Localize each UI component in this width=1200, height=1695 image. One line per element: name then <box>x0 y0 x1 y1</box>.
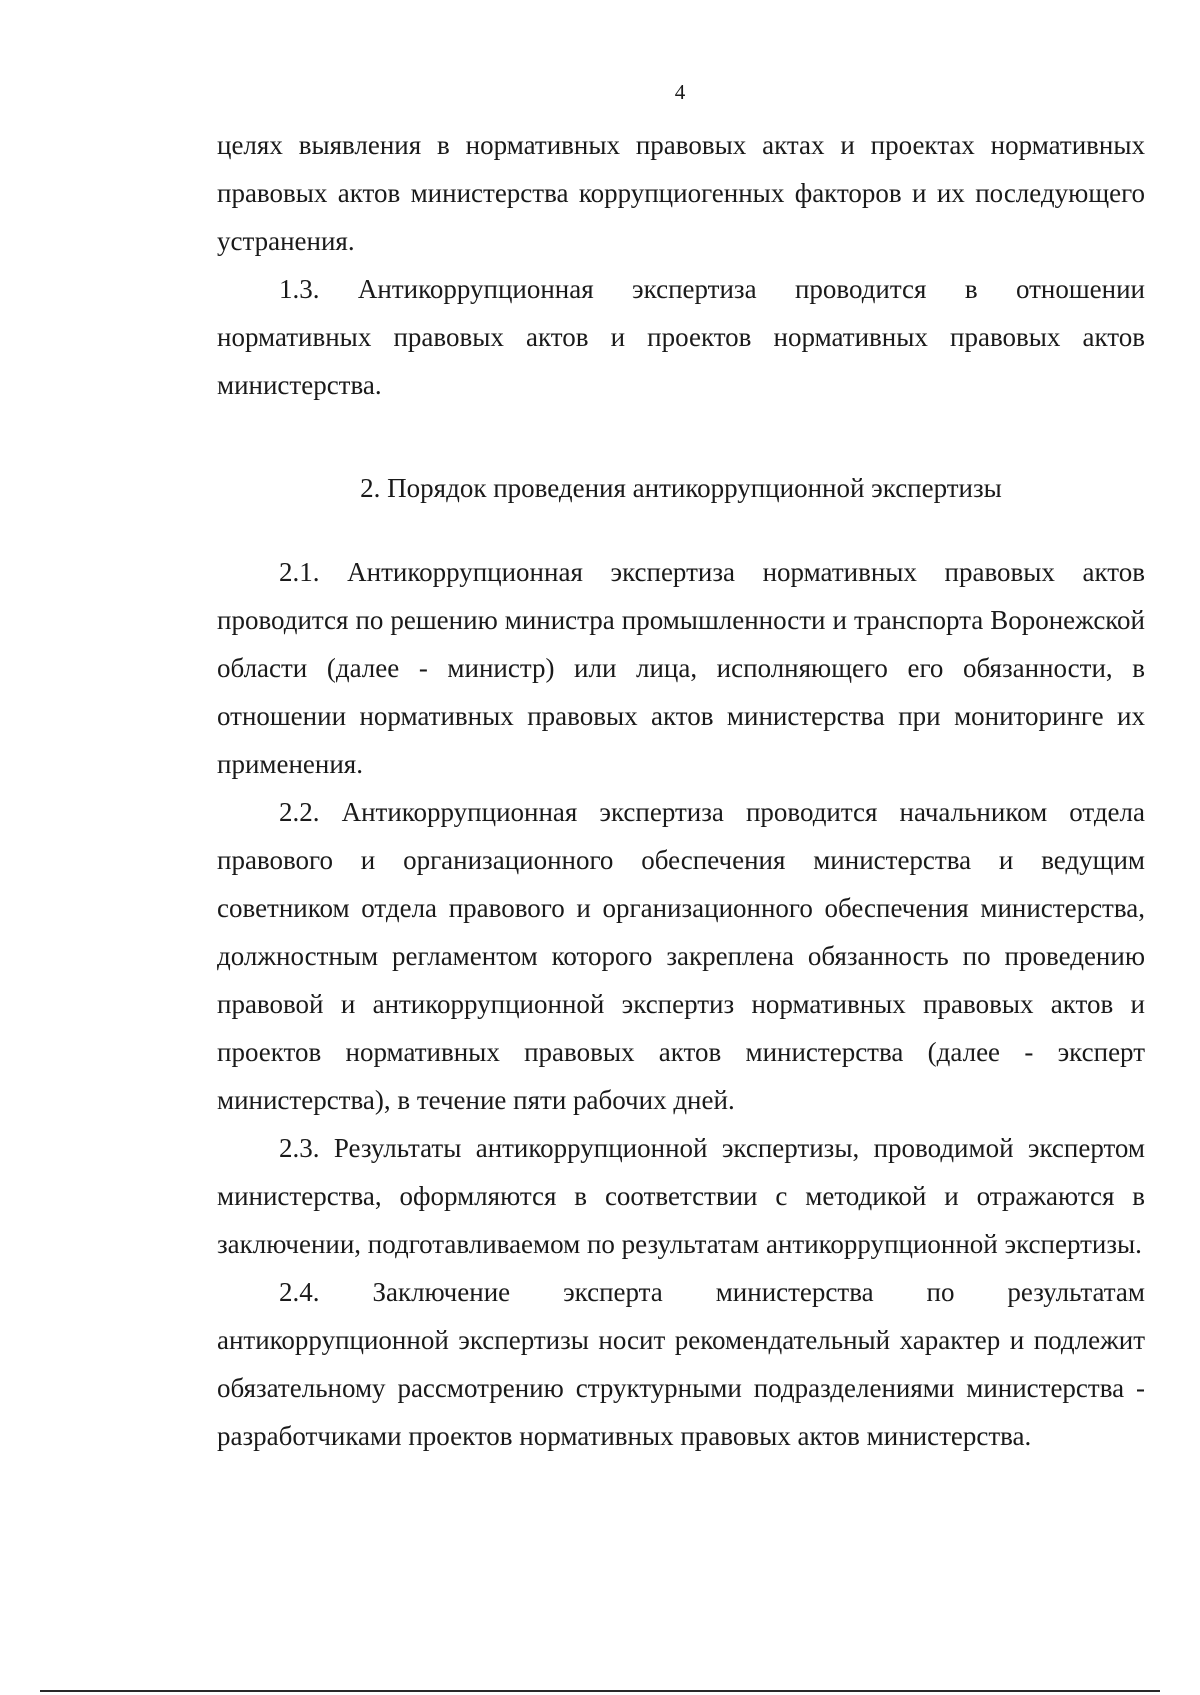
paragraph-2-4: 2.4. Заключение эксперта министерства по результатам антикоррупционной экспертизы носит рекомендательный характер и подлежит обязательному рассмотрению структурными подразделениями министерства - разработчиками проектов нормативных правовых актов министерства. <box>217 1277 1145 1451</box>
section-text-block <box>217 548 1145 1460</box>
paragraph-2-1: 2.1. Антикоррупционная экспертиза нормативных правовых актов проводится по решению министра промышленности и транспорта Воронежской области (далее - министр) или лица, исполняющего его обязанности, в отношении нормативных правовых актов министерства при мониторинге их применения. <box>217 557 1145 779</box>
paragraph-continuation: целях выявления в нормативных правовых актах и проектах нормативных правовых актов министерства коррупциогенных факторов и их последующего устранения. <box>217 130 1145 256</box>
top-text-block <box>217 121 1145 409</box>
paragraph-2-2: 2.2. Антикоррупционная экспертиза проводится начальником отдела правового и организационного обеспечения министерства и ведущим советником отдела правового и организационного обеспечения министерства, должностным регламентом которого закреплена обязанность по проведению правовой и антикоррупционной экспертиз нормативных правовых актов и проектов нормативных правовых актов министерства (далее - эксперт министерства), в течение пяти рабочих дней. <box>217 797 1145 1115</box>
section-heading: 2. Порядок проведения антикоррупционной экспертизы <box>360 473 1002 503</box>
page-number: 4 <box>674 80 686 104</box>
paragraph-2-3: 2.3. Результаты антикоррупционной экспертизы, проводимой экспертом министерства, оформляются в соответствии с методикой и отражаются в заключении, подготавливаемом по результатам антикоррупционной экспертизы. <box>217 1133 1145 1259</box>
paragraph-1-3: 1.3. Антикоррупционная экспертиза проводится в отношении нормативных правовых актов и проектов нормативных правовых актов министерства. <box>217 274 1145 400</box>
page-bottom-edge <box>40 1690 1160 1692</box>
